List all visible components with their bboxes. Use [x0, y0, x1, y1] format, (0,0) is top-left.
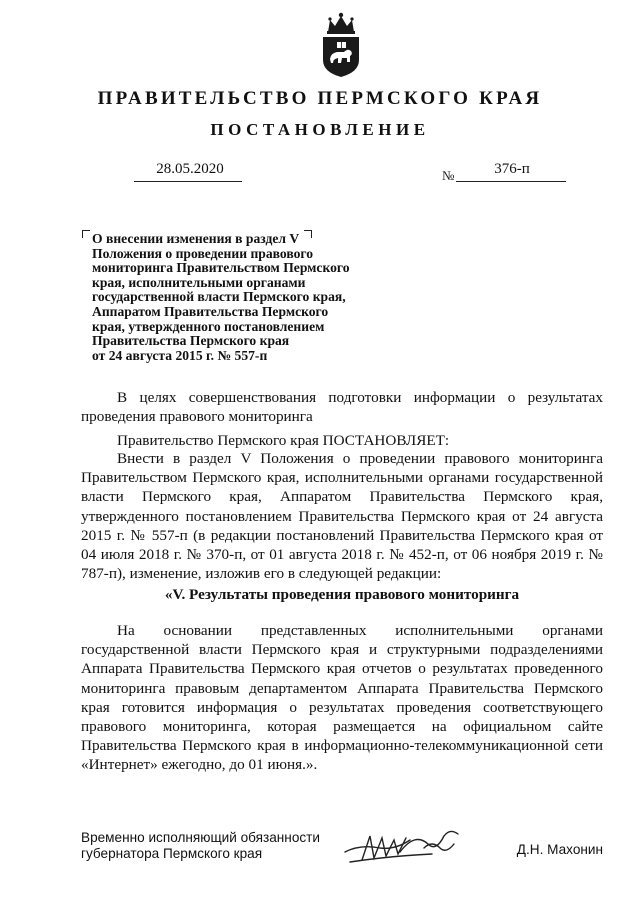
government-title: ПРАВИТЕЛЬСТВО ПЕРМСКОГО КРАЯ: [97, 88, 543, 109]
section-text: На основании представленных исполнительными органами государственной власти Пермского края и структурными подразделениями Аппарата Правительства Пермского края отчетов о результатах проведенного мониторинга правовым департаментом Аппарата Правительства Пермского края готовится информация о результатах проведения соответствующего правового мониторинга, которая размещается на официальном сайте Правительства Пермского края в информационно-телекоммуникационной сети «Интернет» ежегодно, до 01 июня.».: [81, 622, 603, 774]
subject-line: государственной власти Пермского края,: [92, 289, 346, 305]
document-number: 376-п: [494, 161, 530, 177]
amendment-paragraph: [81, 449, 603, 583]
handwritten-signature: [340, 822, 465, 870]
section-heading: «V. Результаты проведения правового мониторинга: [164, 586, 520, 603]
subject-bracket-left: [82, 230, 90, 238]
resolution-paragraph: [81, 431, 603, 450]
signatory-position: [81, 830, 361, 861]
document-type: ПОСТАНОВЛЕНИЕ: [210, 120, 430, 139]
preamble-text: В целях совершенствования подготовки информации о результатах проведения правового мониторинга: [81, 389, 603, 426]
document-subject: [92, 232, 392, 363]
date-underline: [134, 181, 242, 182]
subject-line: О внесении изменения в раздел V: [92, 231, 300, 246]
number-sign: №: [442, 168, 455, 183]
subject-line: Правительства Пермского края: [92, 333, 290, 349]
amendment-text: Внести в раздел V Положения о проведении правового мониторинга Правительством Пермского края, исполнительными органами государственной власти Пермского края, Аппаратом Правительства Пермского края, утвержденного постановлением Правительства Пермского края от 24 августа 2015 г. № 557-п (в редакции постановлений Правительства Пермского края от 04 июля 2018 г. № 370-п, от 01 августа 2018 г. № 452-п, от 06 ноября 2019 г. № 787-п), изменение, изложив его в следующей редакции:: [81, 450, 603, 583]
preamble-paragraph: [81, 388, 603, 426]
position-line: губернатора Пермского края: [81, 845, 263, 861]
signatory-name: Д.Н. Махонин: [516, 842, 603, 857]
document-date: 28.05.2020: [156, 161, 224, 177]
number-underline: [456, 181, 566, 182]
subject-line: Положения о проведении правового: [92, 245, 314, 261]
position-line: Временно исполняющий обязанности: [81, 830, 320, 845]
subject-line: от 24 августа 2015 г. № 557-п: [92, 347, 268, 363]
coat-of-arms-icon: [318, 10, 364, 78]
subject-line: мониторинга Правительством Пермского: [92, 260, 350, 276]
section-paragraph: [81, 621, 603, 775]
subject-line: края, исполнительными органами: [92, 274, 306, 290]
subject-line: Аппаратом Правительства Пермского: [92, 303, 329, 319]
subject-line: края, утвержденного постановлением: [92, 318, 325, 334]
resolution-text: Правительство Пермского края ПОСТАНОВЛЯЕТ:: [117, 432, 450, 449]
